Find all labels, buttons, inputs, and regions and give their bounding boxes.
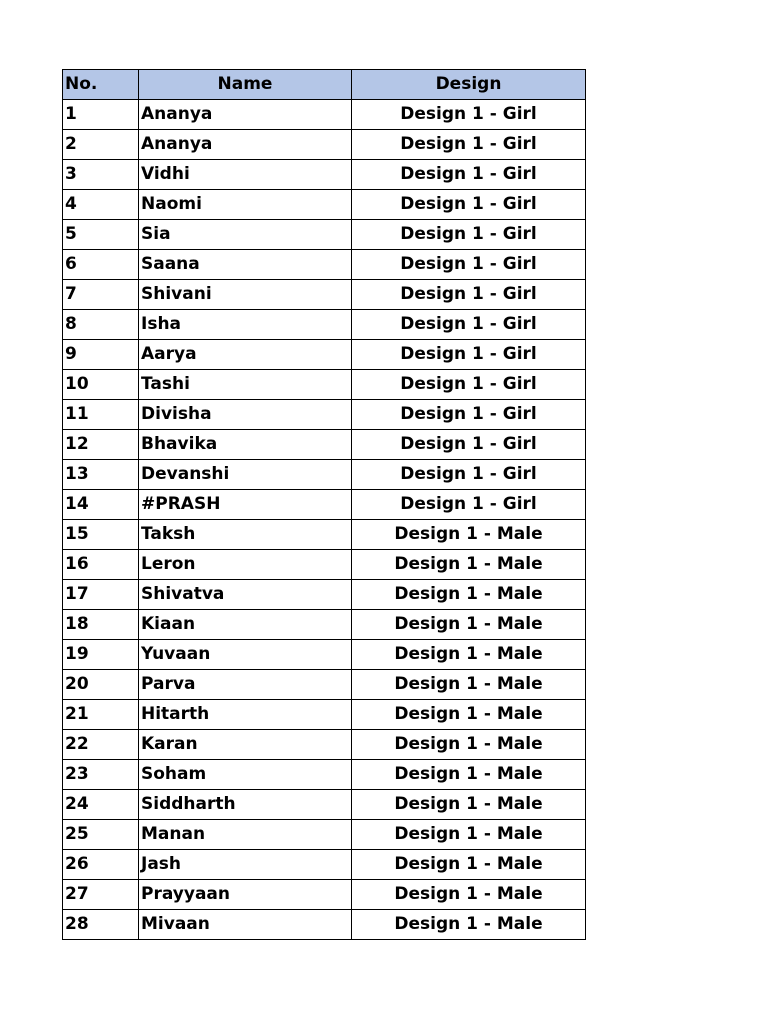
row-design: Design 1 - Male (352, 820, 586, 850)
table-row (63, 850, 586, 880)
table-row (63, 400, 586, 430)
row-design: Design 1 - Girl (352, 400, 586, 430)
row-name: Kiaan (139, 610, 352, 640)
row-name: Tashi (139, 370, 352, 400)
row-number: 19 (63, 640, 139, 670)
row-number: 22 (63, 730, 139, 760)
row-name: Taksh (139, 520, 352, 550)
row-name: Prayyaan (139, 880, 352, 910)
table-row (63, 700, 586, 730)
column-header-design: Design (352, 70, 586, 100)
table-row (63, 160, 586, 190)
table-row (63, 280, 586, 310)
table-row (63, 250, 586, 280)
row-name: Isha (139, 310, 352, 340)
table-row (63, 130, 586, 160)
row-number: 24 (63, 790, 139, 820)
row-design: Design 1 - Male (352, 520, 586, 550)
row-name: Hitarth (139, 700, 352, 730)
row-name: Ananya (139, 130, 352, 160)
row-design: Design 1 - Girl (352, 340, 586, 370)
row-number: 5 (63, 220, 139, 250)
table-row (63, 910, 586, 940)
row-number: 16 (63, 550, 139, 580)
row-name: Shivani (139, 280, 352, 310)
row-design: Design 1 - Male (352, 670, 586, 700)
row-design: Design 1 - Girl (352, 310, 586, 340)
row-design: Design 1 - Male (352, 550, 586, 580)
row-number: 4 (63, 190, 139, 220)
row-design: Design 1 - Male (352, 790, 586, 820)
names-design-table (62, 69, 586, 940)
row-design: Design 1 - Girl (352, 100, 586, 130)
table-row (63, 730, 586, 760)
row-name: Saana (139, 250, 352, 280)
row-design: Design 1 - Girl (352, 280, 586, 310)
table-row (63, 460, 586, 490)
row-design: Design 1 - Girl (352, 250, 586, 280)
table-body (63, 100, 586, 940)
table-row (63, 610, 586, 640)
row-number: 7 (63, 280, 139, 310)
row-name: Sia (139, 220, 352, 250)
row-design: Design 1 - Male (352, 880, 586, 910)
table-row (63, 490, 586, 520)
table-row (63, 820, 586, 850)
row-number: 11 (63, 400, 139, 430)
table-row (63, 430, 586, 460)
row-name: Aarya (139, 340, 352, 370)
row-design: Design 1 - Male (352, 850, 586, 880)
row-design: Design 1 - Male (352, 640, 586, 670)
table-row (63, 220, 586, 250)
column-header-no: No. (63, 70, 139, 100)
row-design: Design 1 - Girl (352, 220, 586, 250)
row-design: Design 1 - Girl (352, 430, 586, 460)
row-name: Karan (139, 730, 352, 760)
row-name: Parva (139, 670, 352, 700)
row-design: Design 1 - Male (352, 580, 586, 610)
row-name: Vidhi (139, 160, 352, 190)
row-design: Design 1 - Girl (352, 190, 586, 220)
row-number: 21 (63, 700, 139, 730)
row-design: Design 1 - Male (352, 730, 586, 760)
row-number: 20 (63, 670, 139, 700)
table-row (63, 670, 586, 700)
row-name: Mivaan (139, 910, 352, 940)
table-row (63, 790, 586, 820)
row-number: 18 (63, 610, 139, 640)
row-number: 26 (63, 850, 139, 880)
row-number: 6 (63, 250, 139, 280)
row-number: 28 (63, 910, 139, 940)
row-number: 13 (63, 460, 139, 490)
row-name: Ananya (139, 100, 352, 130)
row-number: 1 (63, 100, 139, 130)
row-name: Manan (139, 820, 352, 850)
row-design: Design 1 - Girl (352, 130, 586, 160)
table-row (63, 100, 586, 130)
row-name: Yuvaan (139, 640, 352, 670)
row-name: Jash (139, 850, 352, 880)
row-name: Devanshi (139, 460, 352, 490)
column-header-name: Name (139, 70, 352, 100)
row-design: Design 1 - Girl (352, 370, 586, 400)
row-name: Naomi (139, 190, 352, 220)
row-number: 14 (63, 490, 139, 520)
row-number: 12 (63, 430, 139, 460)
row-number: 3 (63, 160, 139, 190)
row-number: 27 (63, 880, 139, 910)
row-design: Design 1 - Girl (352, 490, 586, 520)
row-design: Design 1 - Male (352, 610, 586, 640)
row-number: 25 (63, 820, 139, 850)
row-name: Leron (139, 550, 352, 580)
row-name: Shivatva (139, 580, 352, 610)
table-row (63, 550, 586, 580)
table-row (63, 310, 586, 340)
table-row (63, 640, 586, 670)
row-name: Soham (139, 760, 352, 790)
row-name: Bhavika (139, 430, 352, 460)
table-row (63, 340, 586, 370)
row-design: Design 1 - Male (352, 760, 586, 790)
row-number: 8 (63, 310, 139, 340)
table-row (63, 880, 586, 910)
row-design: Design 1 - Male (352, 910, 586, 940)
table-row (63, 190, 586, 220)
row-number: 9 (63, 340, 139, 370)
table-row (63, 580, 586, 610)
row-name: #PRASH (139, 490, 352, 520)
row-design: Design 1 - Girl (352, 160, 586, 190)
header-row (63, 70, 586, 100)
row-design: Design 1 - Girl (352, 460, 586, 490)
row-number: 23 (63, 760, 139, 790)
row-number: 2 (63, 130, 139, 160)
row-number: 15 (63, 520, 139, 550)
row-name: Siddharth (139, 790, 352, 820)
table-row (63, 520, 586, 550)
row-design: Design 1 - Male (352, 700, 586, 730)
table-row (63, 760, 586, 790)
row-name: Divisha (139, 400, 352, 430)
row-number: 10 (63, 370, 139, 400)
row-number: 17 (63, 580, 139, 610)
table-row (63, 370, 586, 400)
